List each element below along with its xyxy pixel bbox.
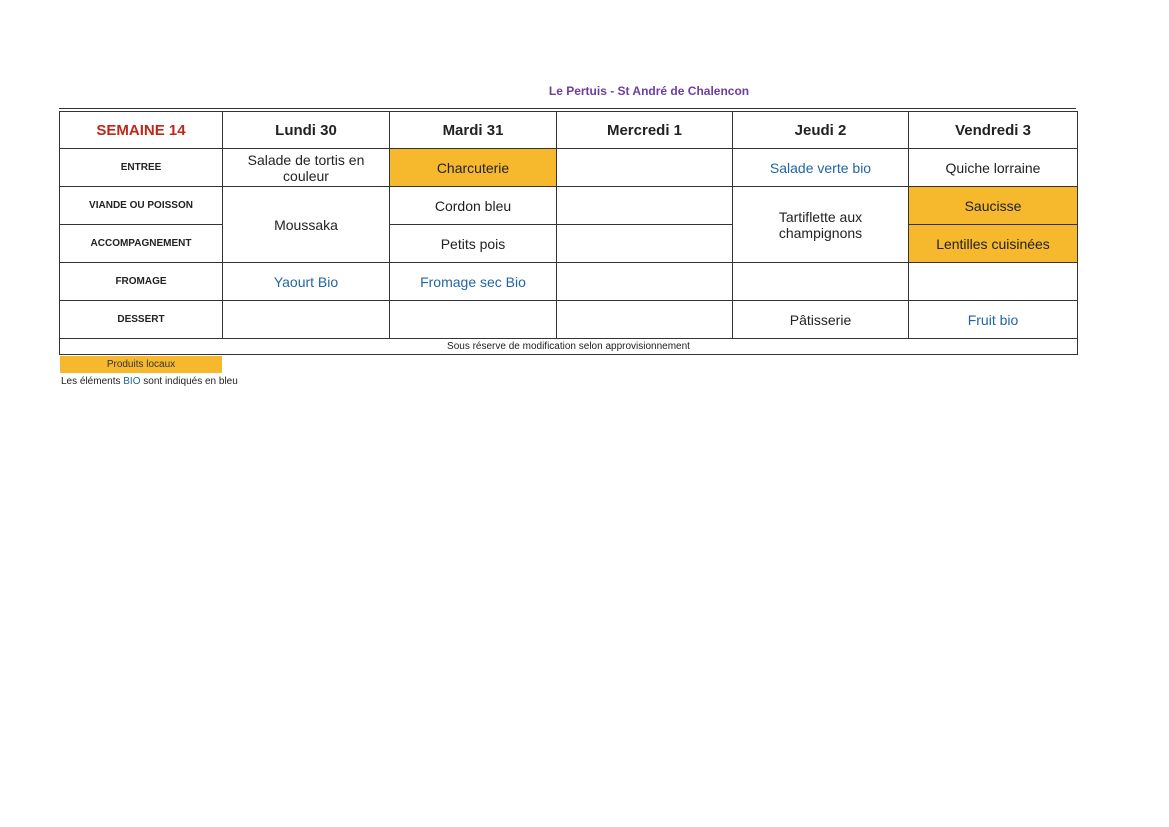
day-header-mardi: Mardi 31 <box>390 112 557 149</box>
cell-viande-accomp-jeudi: Tartiflette aux champignons <box>733 187 909 263</box>
row-accompagnement <box>60 225 1078 263</box>
cell-dessert-mardi <box>390 301 557 339</box>
cell-entree-mercredi <box>557 149 733 187</box>
row-label-accompagnement: ACCOMPAGNEMENT <box>60 225 223 263</box>
cell-entree-vendredi: Quiche lorraine <box>909 149 1078 187</box>
legend-bio <box>61 376 238 387</box>
header-row <box>60 112 1078 149</box>
cell-entree-jeudi: Salade verte bio <box>733 149 909 187</box>
supply-note: Sous réserve de modification selon approvisionnement <box>60 339 1078 355</box>
row-viande <box>60 187 1078 225</box>
cell-entree-mardi: Charcuterie <box>390 149 557 187</box>
cell-viande-mercredi <box>557 187 733 225</box>
legend-bio-suffix: sont indiqués en bleu <box>140 376 238 387</box>
cell-dessert-lundi <box>223 301 390 339</box>
row-entree <box>60 149 1078 187</box>
cell-accompagnement-mardi: Petits pois <box>390 225 557 263</box>
legend-bio-word: BIO <box>123 376 141 387</box>
row-label-dessert: DESSERT <box>60 301 223 339</box>
cell-fromage-mercredi <box>557 263 733 301</box>
legend-bio-prefix: Les éléments <box>61 376 124 387</box>
cell-dessert-mercredi <box>557 301 733 339</box>
row-dessert <box>60 301 1078 339</box>
day-header-jeudi: Jeudi 2 <box>733 112 909 149</box>
day-header-mercredi: Mercredi 1 <box>557 112 733 149</box>
cell-fromage-jeudi <box>733 263 909 301</box>
day-header-lundi: Lundi 30 <box>223 112 390 149</box>
page-title: Le Pertuis - St André de Chalencon <box>548 84 750 98</box>
cell-dessert-jeudi: Pâtisserie <box>733 301 909 339</box>
row-label-viande: VIANDE OU POISSON <box>60 187 223 225</box>
top-rule <box>59 108 1076 109</box>
row-fromage <box>60 263 1078 301</box>
cell-accompagnement-mercredi <box>557 225 733 263</box>
cell-viande-vendredi: Saucisse <box>909 187 1078 225</box>
cell-accompagnement-vendredi: Lentilles cuisinées <box>909 225 1078 263</box>
cell-fromage-vendredi <box>909 263 1078 301</box>
cell-viande-accomp-lundi: Moussaka <box>223 187 390 263</box>
day-header-vendredi: Vendredi 3 <box>909 112 1078 149</box>
cell-fromage-mardi: Fromage sec Bio <box>390 263 557 301</box>
week-label: SEMAINE 14 <box>60 112 223 149</box>
legend-local-products: Produits locaux <box>60 356 222 373</box>
cell-dessert-vendredi: Fruit bio <box>909 301 1078 339</box>
row-label-fromage: FROMAGE <box>60 263 223 301</box>
cell-entree-lundi: Salade de tortis en couleur <box>223 149 390 187</box>
weekly-menu-table <box>59 111 1078 355</box>
cell-fromage-lundi: Yaourt Bio <box>223 263 390 301</box>
cell-viande-mardi: Cordon bleu <box>390 187 557 225</box>
note-row <box>60 339 1078 355</box>
row-label-entree: ENTREE <box>60 149 223 187</box>
